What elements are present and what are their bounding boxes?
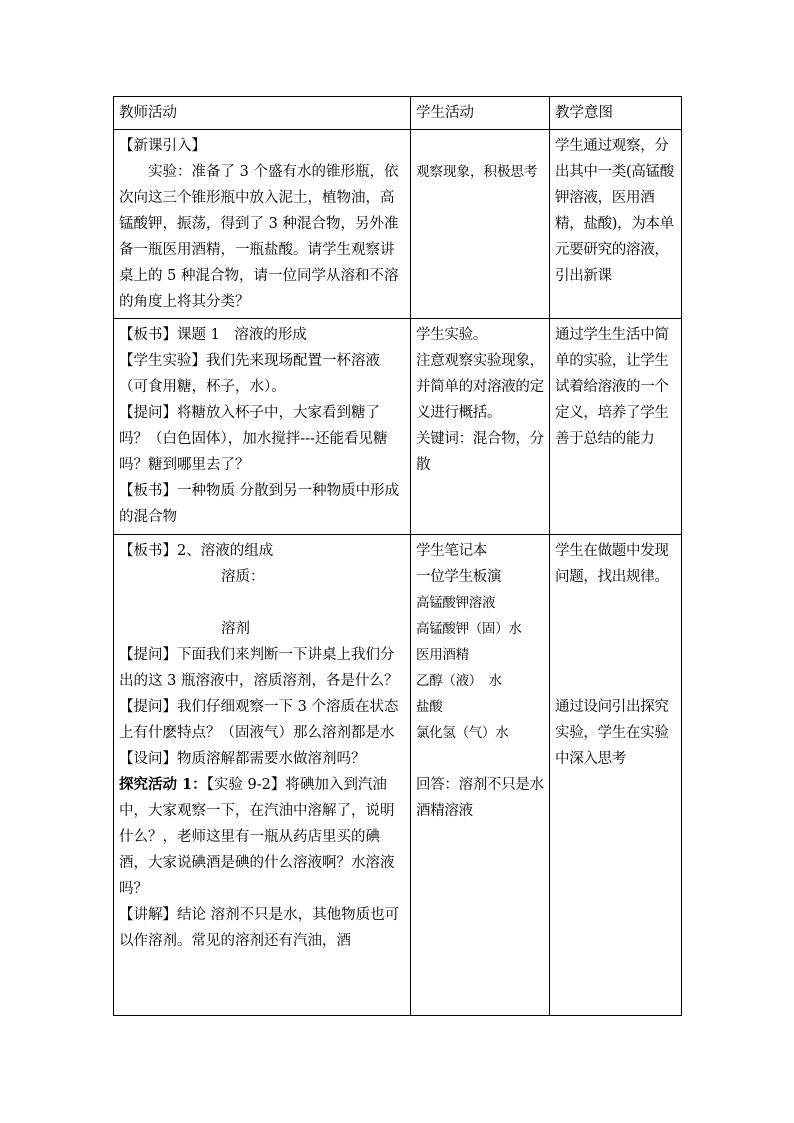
table-row-intro — [114, 130, 682, 319]
intent-cell-composition — [550, 535, 682, 1016]
intent-text: 学生通过观察，分出其中一类(高锰酸钾溶液，医用酒精，盐酸)，为本单元要研究的溶液，引出新课 — [555, 138, 674, 284]
teacher-text: 【设问】物质溶解都需要水做溶剂吗？ — [119, 751, 366, 767]
header-student-activity: 学生活动 — [411, 97, 550, 130]
student-text: 一位学生板演 — [416, 569, 502, 585]
student-cell-composition — [411, 535, 550, 1016]
student-text: 乙醇（液） 水 — [416, 673, 502, 689]
teacher-text: 【实验 9-2】将碘加入到汽油中，大家观察一下，在汽油中溶解了，说明什么？，老师这里有一瓶从药店里买的碘酒，大家说碘酒是碘的什么溶液啊？水溶液吗？ — [119, 777, 395, 897]
table-row-composition — [114, 535, 682, 1016]
teacher-text: 【板书】一种物质 分散到另一种物质中形成的混合物 — [119, 483, 400, 525]
student-cell-definition — [411, 319, 550, 535]
table-row-definition — [114, 319, 682, 535]
intent-text: 通过学生生活中简单的实验，让学生试着给溶液的一个定义，培养了学生善于总结的能力 — [555, 327, 669, 447]
intent-cell-definition — [550, 319, 682, 535]
solvent-label: 溶剂 — [221, 621, 250, 637]
teacher-text: 【板书】2、溶液的组成 — [119, 543, 274, 559]
student-text: 盐酸 — [416, 699, 443, 715]
teacher-text: 【提问】我们仔细观察一下 3 个溶质在状态上有什麽特点？（固液气）那么溶剂都是水 — [119, 699, 399, 741]
student-text: 学生笔记本 — [416, 543, 487, 559]
student-text: 关键词：混合物，分散 — [416, 431, 544, 473]
teacher-text: 实验：准备了 3 个盛有水的锥形瓶，依次向这三个锥形瓶中放入泥土，植物油，高锰酸钾，振荡，得到了 3 种混合物，另外准备一瓶医用酒精，一瓶盐酸。请学生观察讲桌上的 5 种混合物，请一位同学从溶和不溶的角度上将其分类？ — [119, 164, 399, 310]
solute-label: 溶质： — [221, 569, 265, 585]
lesson-plan-table — [113, 96, 682, 1016]
inquiry-activity-label: 探究活动 1： — [119, 776, 207, 793]
header-teaching-intent: 教学意图 — [550, 97, 682, 130]
teacher-text: 【讲解】结论 溶剂不只是水，其他物质也可以作溶剂。常见的溶剂还有汽油，酒 — [119, 907, 400, 949]
student-text: 回答：溶剂不只是水 — [416, 777, 544, 793]
teacher-text: 【学生实验】我们先来现场配置一杯溶液（可食用糖，杯子，水）。 — [119, 353, 380, 395]
teacher-cell-composition — [114, 535, 411, 1016]
student-text: 高锰酸钾（固）水 — [416, 621, 522, 637]
header-teacher-activity: 教师活动 — [114, 97, 411, 130]
teacher-text: 【提问】将糖放入杯子中，大家看到糖了吗？（白色固体），加水搅拌---还能看见糖吗？糖到哪里去了？ — [119, 405, 388, 473]
teacher-cell-definition — [114, 319, 411, 535]
intent-cell-intro — [550, 130, 682, 319]
intent-text: 通过设问引出探究实验，学生在实验中深入思考 — [555, 699, 669, 767]
student-text: 注意观察实验现象，并简单的对溶液的定义进行概括。 — [416, 353, 544, 421]
student-cell-intro — [411, 130, 550, 319]
teacher-text: 【提问】下面我们来判断一下讲桌上我们分出的这 3 瓶溶液中，溶质溶剂，各是什么？ — [119, 647, 399, 689]
student-text: 学生实验。 — [416, 327, 487, 343]
teacher-text: 【板书】课题 1 溶液的形成 — [119, 327, 307, 343]
teacher-heading: 【新课引入】 — [119, 138, 206, 154]
student-text: 医用酒精 — [416, 647, 469, 663]
intent-text: 学生在做题中发现问题，找出规律。 — [555, 543, 669, 585]
student-text: 酒精溶液 — [416, 803, 473, 819]
student-text: 氯化氢（气）水 — [416, 725, 509, 741]
table-header-row — [114, 97, 682, 130]
teacher-cell-intro — [114, 130, 411, 319]
student-text: 高锰酸钾溶液 — [416, 595, 496, 611]
student-text: 观察现象，积极思考 — [416, 164, 538, 180]
